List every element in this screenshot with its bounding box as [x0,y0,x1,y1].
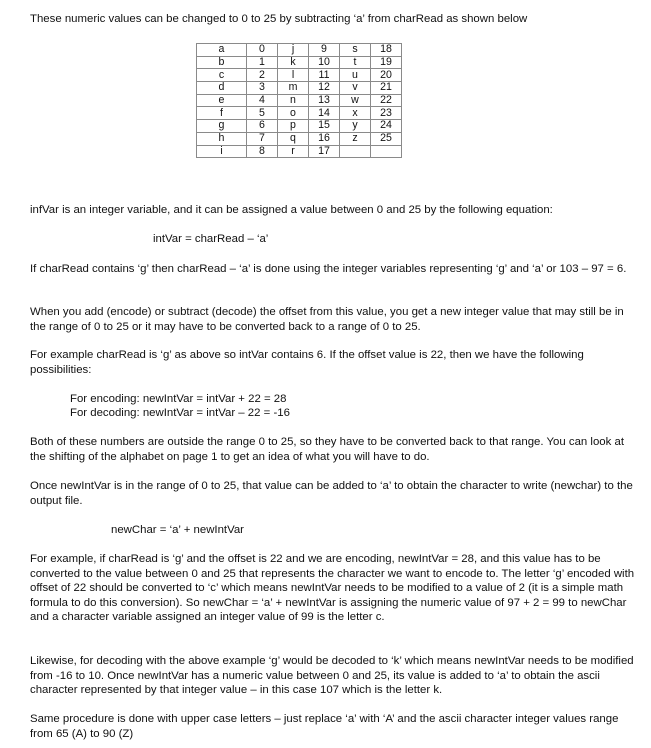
table-cell: 8 [247,145,278,158]
table-cell: 2 [247,69,278,82]
range-paragraph: Both of these numbers are outside the range 0 to 25, so they have to be converted back to that range. You can look at the shifting of the alphabet on page 1 to get an idea of what you will have to do. [30,436,624,463]
newintvar-paragraph: Once newIntVar is in the range of 0 to 25, that value can be added to ‘a’ to obtain the character to write (newchar) to the output file. [30,480,633,507]
table-cell: z [340,132,371,145]
table-cell: n [278,94,309,107]
table-cell: u [340,69,371,82]
table-cell: y [340,120,371,133]
table-cell: 4 [247,94,278,107]
table-cell [371,145,402,158]
table-cell: r [278,145,309,158]
intvar-paragraph: infVar is an integer variable, and it can be assigned a value between 0 and 25 by the following equation: [30,204,553,216]
table-cell: 10 [309,56,340,69]
table-cell: 12 [309,82,340,95]
table-cell: g [197,120,247,133]
table-row [197,132,402,145]
table-cell: j [278,44,309,57]
table-cell: f [197,107,247,120]
table-cell: 0 [247,44,278,57]
table-cell: 19 [371,56,402,69]
decoding-example-paragraph: Likewise, for decoding with the above example ‘g’ would be decoded to ‘k’ which means newIntVar needs to be modified from -16 to 10. Once newIntVar has a numeric value between 0 and 25, its value is added to ‘a’ to obtain the ascii character represented by that integer value – in this case 107 which is the letter k. [30,655,634,697]
uppercase-paragraph: Same procedure is done with upper case letters – just replace ‘a’ with ‘A’ and the ascii character integer values range from 65 (A) to 90 (Z) [30,713,619,740]
example-paragraph: For example charRead is ‘g’ as above so intVar contains 6. If the offset value is 22, then we have the following possibilities: [30,349,584,376]
table-row [197,145,402,158]
table-cell: 5 [247,107,278,120]
table-cell: p [278,120,309,133]
table-cell: 7 [247,132,278,145]
table-cell: s [340,44,371,57]
table-cell: 6 [247,120,278,133]
table-cell: q [278,132,309,145]
table-cell: 15 [309,120,340,133]
table-cell: i [197,145,247,158]
table-cell: 9 [309,44,340,57]
table-cell: 22 [371,94,402,107]
table-cell: h [197,132,247,145]
offset-paragraph: When you add (encode) or subtract (decode) the offset from this value, you get a new integer value that may still be in the range of 0 to 25 or it may have to be converted back to a range of 0 to 25. [30,306,624,333]
intvar-equation: intVar = charRead – ‘a’ [153,233,269,245]
table-row [197,82,402,95]
table-cell: m [278,82,309,95]
table-row [197,44,402,57]
letter-value-table [196,43,402,158]
table-row [197,56,402,69]
table-cell: 21 [371,82,402,95]
decoding-equation: For decoding: newIntVar = intVar – 22 = -16 [70,407,290,419]
table-cell: 23 [371,107,402,120]
table-cell: o [278,107,309,120]
table-row [197,120,402,133]
table-cell: e [197,94,247,107]
newchar-equation: newChar = ‘a’ + newIntVar [111,524,244,536]
table-cell: 25 [371,132,402,145]
table-cell: k [278,56,309,69]
table-row [197,107,402,120]
table-cell: b [197,56,247,69]
table-cell: 3 [247,82,278,95]
table-cell: 13 [309,94,340,107]
table-cell: a [197,44,247,57]
table-cell: t [340,56,371,69]
table-cell: 16 [309,132,340,145]
encoding-example-paragraph: For example, if charRead is ‘g’ and the offset is 22 and we are encoding, newIntVar = 28, and this value has to be converted to the value between 0 and 25 that represents the character we want to encode to. The letter ‘g’ encoded with offset of 22 should be converted to ‘c’ which means newIntVar needs to be modified to a value of 2 (it is a simple math formula to do this conversion). So newChar = ‘a’ + newIntVar is assigning the numeric value of 97 + 2 = 99 to newChar and a character variable assigned an integer value of 99 is the letter c. [30,553,635,624]
table-cell: 18 [371,44,402,57]
table-cell: 1 [247,56,278,69]
table-cell: w [340,94,371,107]
charread-paragraph: If charRead contains ‘g’ then charRead – ‘a’ is done using the integer variables representing ‘g’ and ‘a’ or 103 – 97 = 6. [30,263,627,275]
table-row [197,94,402,107]
table-cell: c [197,69,247,82]
table-cell: l [278,69,309,82]
table-cell: 14 [309,107,340,120]
table-cell: v [340,82,371,95]
table-cell: x [340,107,371,120]
table-cell: 24 [371,120,402,133]
intro-paragraph: These numeric values can be changed to 0 to 25 by subtracting ‘a’ from charRead as shown below [30,13,528,25]
table-cell [340,145,371,158]
table-cell: 20 [371,69,402,82]
table-row [197,69,402,82]
table-cell: 11 [309,69,340,82]
encoding-equation: For encoding: newIntVar = intVar + 22 = 28 [70,393,287,405]
table-cell: d [197,82,247,95]
table-cell: 17 [309,145,340,158]
